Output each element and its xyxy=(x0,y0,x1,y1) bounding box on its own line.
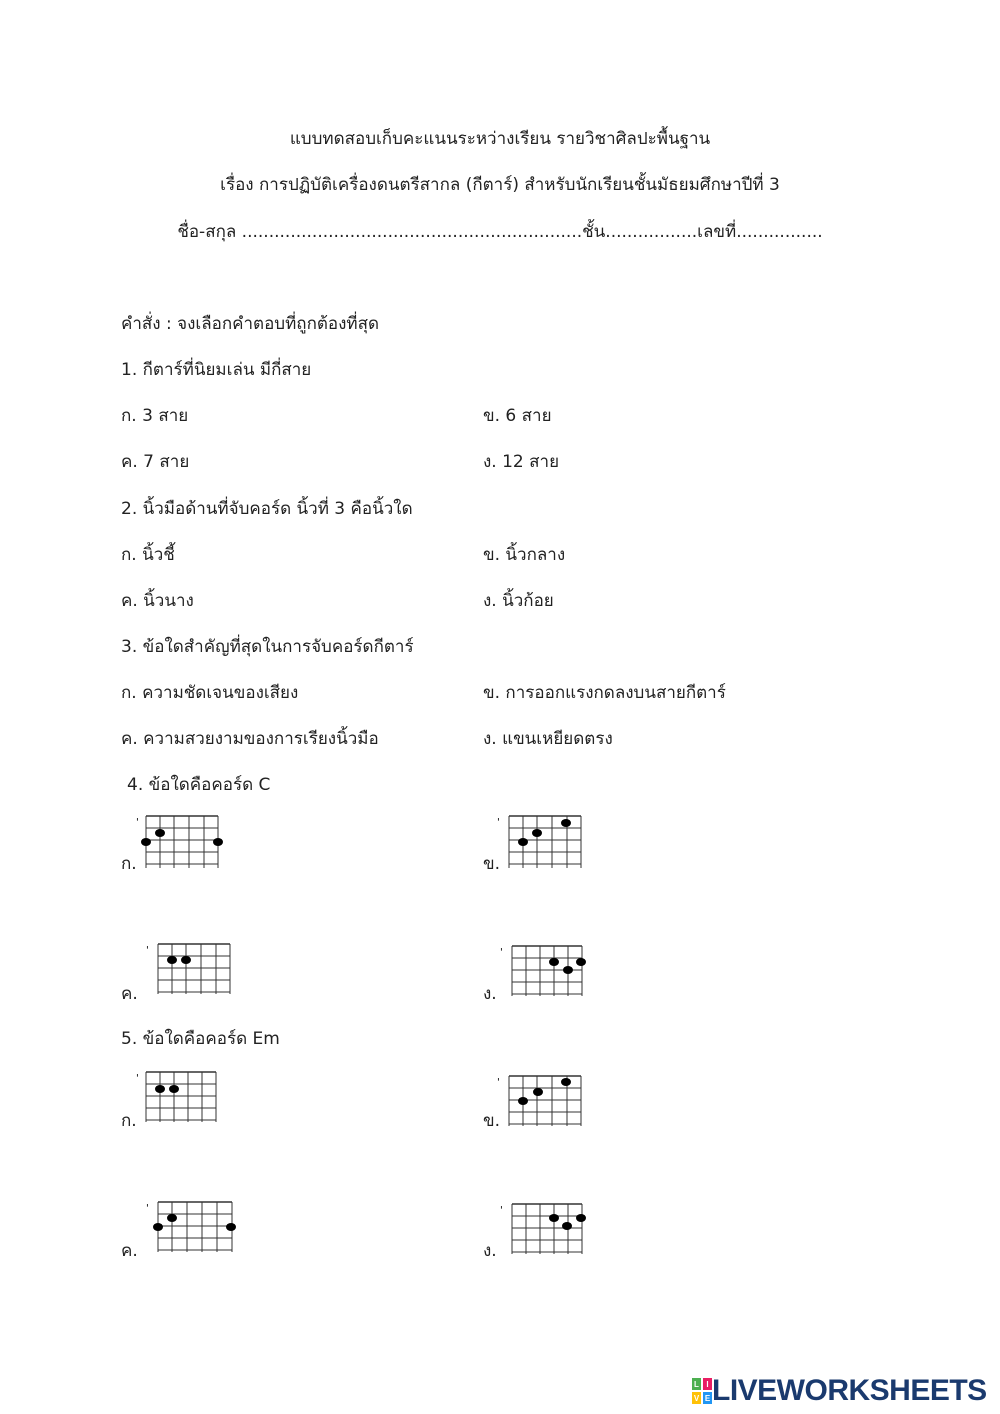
q4-chord-diagram-a[interactable] xyxy=(136,812,226,872)
fretboard-grid xyxy=(158,944,230,994)
question-1: 1. กีตาร์ที่นิยมเล่น มีกี่สาย xyxy=(121,360,312,380)
q4-choice-b[interactable]: ข. xyxy=(483,854,501,874)
fret-marker: ' xyxy=(500,947,503,958)
q4-chord-diagram-d[interactable] xyxy=(500,942,590,1002)
q5-choice-d[interactable]: ง. xyxy=(483,1241,497,1261)
q1-choice-b[interactable]: ข. 6 สาย xyxy=(483,406,552,426)
svg-text:L: L xyxy=(694,1380,699,1389)
q5-chord-diagram-d[interactable] xyxy=(500,1200,590,1260)
fret-marker: ' xyxy=(500,1205,503,1216)
q4-choice-d[interactable]: ง. xyxy=(483,984,497,1004)
worksheet-title: แบบทดสอบเก็บคะแนนระหว่างเรียน รายวิชาศิลปะพื้นฐาน xyxy=(289,129,711,149)
q5-chord-diagram-a[interactable] xyxy=(136,1068,226,1128)
q2-choice-b[interactable]: ข. นิ้วกลาง xyxy=(483,545,566,565)
q5-choice-c[interactable]: ค. xyxy=(121,1241,138,1261)
q5-choice-b[interactable]: ข. xyxy=(483,1111,501,1131)
q3-choice-d[interactable]: ง. แขนเหยียดตรง xyxy=(483,729,613,749)
liveworksheets-logo[interactable] xyxy=(692,1374,987,1408)
q3-choice-a[interactable]: ก. ความชัดเจนของเสียง xyxy=(121,683,299,703)
instruction: คำสั่ง : จงเลือกคำตอบที่ถูกต้องที่สุด xyxy=(121,314,380,334)
q5-choice-a[interactable]: ก. xyxy=(121,1111,137,1131)
q4-choice-c[interactable]: ค. xyxy=(121,984,138,1004)
q1-choice-d[interactable]: ง. 12 สาย xyxy=(483,452,560,472)
svg-text:E: E xyxy=(704,1394,711,1403)
question-5: 5. ข้อใดคือคอร์ด Em xyxy=(121,1029,280,1049)
q5-chord-diagram-b[interactable] xyxy=(497,1072,587,1132)
finger-dots xyxy=(153,1214,236,1231)
q4-choice-a[interactable]: ก. xyxy=(121,854,137,874)
finger-dots xyxy=(141,829,223,846)
q5-chord-diagram-c[interactable] xyxy=(146,1198,246,1258)
question-4: 4. ข้อใดคือคอร์ด C xyxy=(127,775,271,795)
fretboard-grid xyxy=(146,816,218,868)
question-2: 2. นิ้วมือด้านที่จับคอร์ด นิ้วที่ 3 คือนิ้วใด xyxy=(121,499,413,519)
svg-text:V: V xyxy=(693,1394,700,1403)
q4-chord-diagram-b[interactable] xyxy=(497,812,587,872)
liveworksheets-badge-icon xyxy=(692,1378,712,1404)
q2-choice-d[interactable]: ง. นิ้วก้อย xyxy=(483,591,554,611)
q1-choice-a[interactable]: ก. 3 สาย xyxy=(121,406,189,426)
liveworksheets-wordmark: LIVEWORKSHEETS xyxy=(712,1374,987,1407)
fretboard-grid xyxy=(512,1204,582,1254)
finger-dots xyxy=(155,1085,179,1093)
question-3: 3. ข้อใดสำคัญที่สุดในการจับคอร์ดกีตาร์ xyxy=(121,637,414,657)
q2-choice-c[interactable]: ค. นิ้วนาง xyxy=(121,591,194,611)
name-class-number-line: ชื่อ-สกุล ...............................................................ชั้น.................เลขที่................ xyxy=(177,222,823,242)
fret-marker: ' xyxy=(136,1073,139,1084)
fret-marker: ' xyxy=(497,817,500,828)
fretboard-grid xyxy=(158,1202,232,1252)
fret-marker: ' xyxy=(146,945,149,956)
q3-choice-c[interactable]: ค. ความสวยงามของการเรียงนิ้วมือ xyxy=(121,729,379,749)
svg-text:I: I xyxy=(706,1380,709,1389)
fretboard-grid xyxy=(146,1072,216,1122)
q1-choice-c[interactable]: ค. 7 สาย xyxy=(121,452,190,472)
finger-dots xyxy=(518,819,571,846)
q3-choice-b[interactable]: ข. การออกแรงกดลงบนสายกีตาร์ xyxy=(483,683,726,703)
q2-choice-a[interactable]: ก. นิ้วชี้ xyxy=(121,545,175,565)
q4-chord-diagram-c[interactable] xyxy=(146,940,236,1000)
finger-dots xyxy=(167,956,191,964)
worksheet-subtitle: เรื่อง การปฏิบัติเครื่องดนตรีสากล (กีตาร์) สำหรับนักเรียนชั้นมัธยมศึกษาปีที่ 3 xyxy=(220,175,780,195)
fret-marker: ' xyxy=(136,817,139,828)
fret-marker: ' xyxy=(497,1077,500,1088)
finger-dots xyxy=(518,1078,571,1105)
fret-marker: ' xyxy=(146,1203,149,1214)
